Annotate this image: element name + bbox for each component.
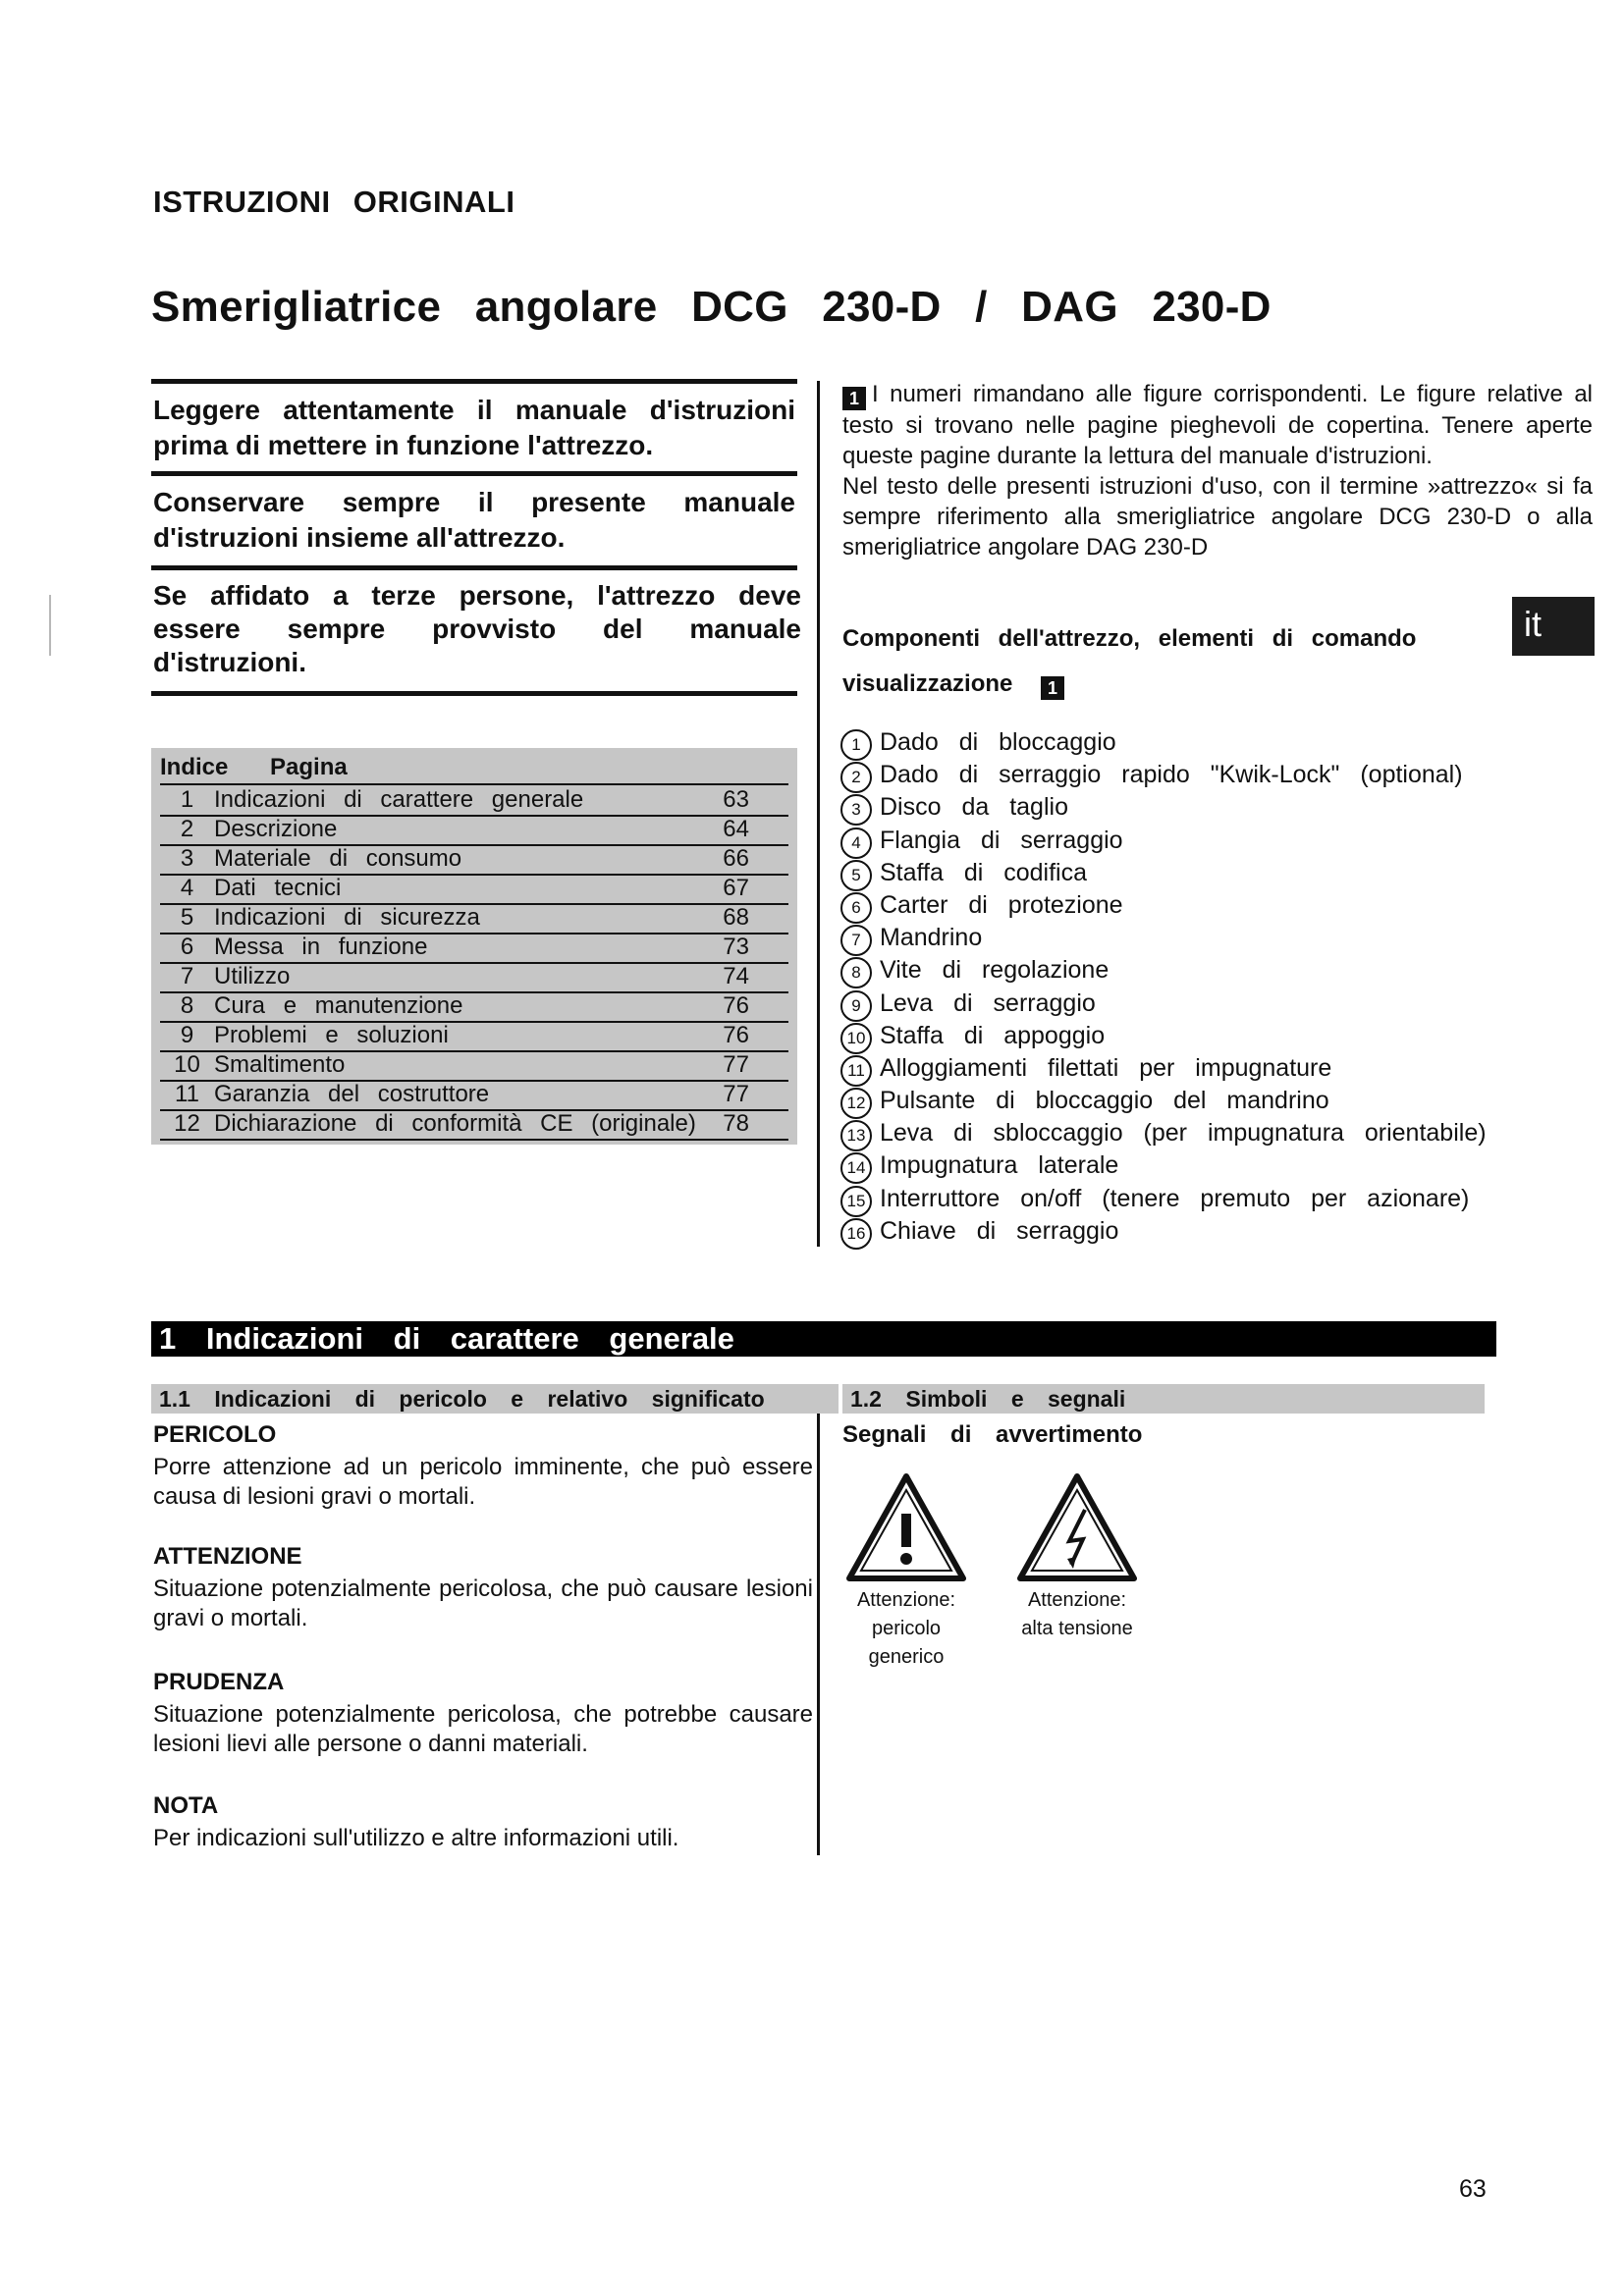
list-item <box>840 759 1487 791</box>
number-badge: 6 <box>840 892 872 924</box>
number-badge: 11 <box>840 1055 872 1087</box>
number-badge: 4 <box>840 828 872 859</box>
component-label: Mandrino <box>880 924 983 952</box>
index-title: Garanzia del costruttore <box>214 1081 490 1107</box>
signals-heading: Segnali di avvertimento <box>842 1421 1143 1448</box>
list-item <box>840 1215 1487 1248</box>
index-row <box>160 903 788 934</box>
index-page: 64 <box>723 816 749 842</box>
index-head-col2: Pagina <box>270 754 348 780</box>
index-num: 1 <box>180 786 194 813</box>
index-row <box>160 785 788 817</box>
language-tab: it <box>1512 597 1595 656</box>
list-item <box>840 1117 1487 1149</box>
index-title: Materiale di consumo <box>214 845 462 872</box>
index-title: Descrizione <box>214 816 338 842</box>
page-number: 63 <box>1459 2175 1487 2203</box>
number-badge: 16 <box>840 1218 872 1250</box>
number-badge: 1 <box>840 729 872 761</box>
component-label: Carter di protezione <box>880 890 1123 919</box>
list-item <box>840 988 1487 1020</box>
component-label: Disco da taglio <box>880 793 1068 822</box>
index-num: 9 <box>180 1022 194 1048</box>
number-badge: 9 <box>840 990 872 1022</box>
index-page: 76 <box>723 1022 749 1048</box>
number-badge: 13 <box>840 1120 872 1151</box>
figure-badge: 1 <box>1041 676 1064 700</box>
component-label: Leva di sbloccaggio (per impugnatura orientabile) <box>880 1119 1487 1148</box>
index-row <box>160 1021 788 1052</box>
index-row <box>160 1109 788 1141</box>
index-row <box>160 844 788 876</box>
section-1-header: 1 Indicazioni di carattere generale <box>151 1321 1496 1357</box>
index-row <box>160 962 788 993</box>
list-item <box>840 1085 1487 1117</box>
index-page: 66 <box>723 845 749 872</box>
divider <box>151 565 797 570</box>
high-voltage-icon <box>1016 1472 1138 1582</box>
number-badge: 14 <box>840 1152 872 1184</box>
index-num: 5 <box>180 904 194 931</box>
index-page: 73 <box>723 934 749 960</box>
list-item <box>840 922 1487 954</box>
list-item <box>840 1052 1487 1085</box>
symbol-caption: Attenzione: pericolo generico <box>856 1589 956 1668</box>
number-badge: 3 <box>840 794 872 826</box>
subsection-1-2-header: 1.2 Simboli e segnali <box>842 1384 1485 1414</box>
index-title: Cura e manutenzione <box>214 992 463 1019</box>
index-title: Messa in funzione <box>214 934 428 960</box>
hazard-text-caution: Situazione potenzialmente pericolosa, che potrebbe causare lesioni lievi alle persone o danni materiali. <box>153 1701 813 1757</box>
component-label: Dado di bloccaggio <box>880 728 1116 756</box>
component-label: Chiave di serraggio <box>880 1216 1119 1245</box>
warning-keep-manual: Conservare sempre il presente manuale d'istruzioni insieme all'attrezzo. <box>153 487 795 553</box>
divider <box>151 471 797 476</box>
hazard-heading-caution: PRUDENZA <box>153 1669 285 1695</box>
list-item <box>840 954 1487 987</box>
index-num: 4 <box>180 875 194 901</box>
number-badge: 10 <box>840 1023 872 1054</box>
index-page: 67 <box>723 875 749 901</box>
index-row <box>160 991 788 1023</box>
index-row <box>160 933 788 964</box>
index-num: 11 <box>175 1081 199 1107</box>
divider <box>151 691 797 696</box>
list-item <box>840 1183 1487 1215</box>
index-page: 74 <box>723 963 749 989</box>
component-label: Interruttore on/off (tenere premuto per azionare) <box>880 1184 1470 1212</box>
number-badge: 5 <box>840 860 872 891</box>
warning-general-icon <box>845 1472 967 1582</box>
column-divider <box>817 1414 820 1855</box>
index-title: Indicazioni di carattere generale <box>214 786 584 813</box>
symbol-general-danger <box>842 1472 970 1672</box>
list-item <box>840 825 1487 857</box>
index-num: 8 <box>180 992 194 1019</box>
list-item <box>840 1020 1487 1052</box>
column-divider <box>817 381 820 1247</box>
index-title: Dichiarazione di conformità CE (originale) <box>214 1110 696 1137</box>
index-title: Smaltimento <box>214 1051 346 1078</box>
subsection-1-1-header: 1.1 Indicazioni di pericolo e relativo significato <box>151 1384 839 1414</box>
hazard-text-warning: Situazione potenzialmente pericolosa, che può causare lesioni gravi o mortali. <box>153 1575 813 1631</box>
number-badge: 8 <box>840 957 872 988</box>
component-label: Staffa di appoggio <box>880 1021 1106 1049</box>
margin-mark <box>49 595 51 656</box>
index-row <box>160 874 788 905</box>
index-title: Dati tecnici <box>214 875 342 901</box>
intro-paragraph-1 <box>842 379 1593 471</box>
intro-paragraph-2: Nel testo delle presenti istruzioni d'uso, con il termine »attrezzo« si fa sempre riferimento alla smerigliatrice angolare DCG 230-D o alla smerigliatrice angolare DAG 230-D <box>842 473 1593 561</box>
document-header-label: ISTRUZIONI ORIGINALI <box>153 185 515 219</box>
index-page: 76 <box>723 992 749 1019</box>
hazard-heading-danger: PERICOLO <box>153 1421 277 1448</box>
intro-text <box>842 379 1593 562</box>
index-num: 7 <box>180 963 194 989</box>
intro-paragraph-1-text: I numeri rimandano alle figure corrispondenti. Le figure relative al testo si trovano nelle pagine pieghevoli de copertina. Tenere aperte queste pagine durante la lettura del manuale d'istruzioni. <box>842 381 1593 469</box>
symbol-high-voltage <box>1013 1472 1141 1643</box>
index-title: Indicazioni di sicurezza <box>214 904 480 931</box>
component-label: Vite di regolazione <box>880 956 1110 985</box>
warning-read-manual: Leggere attentamente il manuale d'istruzioni prima di mettere in funzione l'attrezzo. <box>153 395 795 460</box>
list-item <box>840 889 1487 922</box>
divider <box>151 379 797 384</box>
number-badge: 15 <box>840 1186 872 1217</box>
hazard-heading-note: NOTA <box>153 1792 219 1819</box>
hazard-text-note: Per indicazioni sull'utilizzo e altre informazioni utili. <box>153 1825 679 1851</box>
index-num: 10 <box>174 1051 200 1078</box>
components-title-text: Componenti dell'attrezzo, elementi di comando visualizzazione <box>842 625 1417 697</box>
component-label: Leva di serraggio <box>880 988 1096 1017</box>
index-row <box>160 1050 788 1082</box>
number-badge: 12 <box>840 1088 872 1119</box>
index-header <box>160 754 348 781</box>
index-page: 77 <box>723 1081 749 1107</box>
warning-third-parties: Se affidato a terze persone, l'attrezzo deve essere sempre provvisto del manuale d'istruzioni. <box>153 580 801 677</box>
component-label: Pulsante di bloccaggio del mandrino <box>880 1087 1329 1115</box>
component-label: Flangia di serraggio <box>880 826 1123 854</box>
figure-badge: 1 <box>842 387 866 410</box>
index-title: Utilizzo <box>214 963 291 989</box>
component-label: Staffa di codifica <box>880 858 1087 886</box>
symbol-caption: Attenzione: alta tensione <box>1021 1589 1133 1639</box>
list-item <box>840 857 1487 889</box>
index-page: 78 <box>723 1110 749 1137</box>
hazard-heading-warning: ATTENZIONE <box>153 1543 302 1570</box>
list-item <box>840 1149 1487 1182</box>
component-label: Alloggiamenti filettati per impugnature <box>880 1053 1332 1082</box>
index-num: 12 <box>174 1110 200 1137</box>
document-title: Smerigliatrice angolare DCG 230-D / DAG 230-D <box>151 283 1272 331</box>
component-list <box>840 726 1487 1248</box>
component-label: Dado di serraggio rapido "Kwik-Lock" (optional) <box>880 761 1463 789</box>
index-page: 63 <box>723 786 749 813</box>
index-num: 3 <box>180 845 194 872</box>
index-head-col1: Indice <box>160 754 229 780</box>
index-page: 68 <box>723 904 749 931</box>
number-badge: 7 <box>840 925 872 956</box>
list-item <box>840 791 1487 824</box>
component-label: Impugnatura laterale <box>880 1151 1119 1180</box>
index-page: 77 <box>723 1051 749 1078</box>
index-num: 6 <box>180 934 194 960</box>
index-num: 2 <box>180 816 194 842</box>
index-row <box>160 815 788 846</box>
index-title: Problemi e soluzioni <box>214 1022 449 1048</box>
list-item <box>840 726 1487 759</box>
number-badge: 2 <box>840 762 872 793</box>
components-title <box>842 616 1506 707</box>
hazard-text-danger: Porre attenzione ad un pericolo imminente, che può essere causa di lesioni gravi o mortali. <box>153 1454 813 1510</box>
index-row <box>160 1080 788 1111</box>
